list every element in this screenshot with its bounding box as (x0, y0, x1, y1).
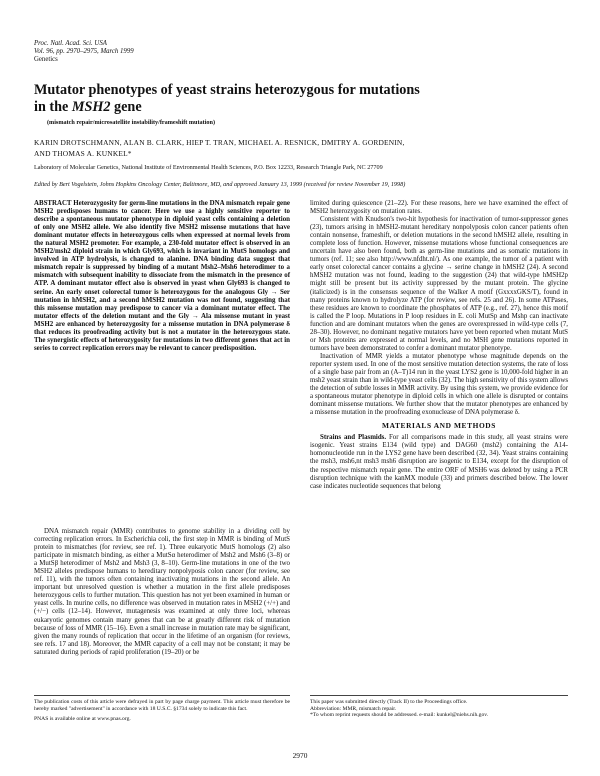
right-column (310, 200, 568, 491)
methods-text: For all comparisons made in this study, all yeast strains were isogenic. Yeast strains E134 (wild type) and DAG60 (msh2) containing the A14-homonucleotide run in the LYS2 gene have been described (32, 34). Yeast strains containing the msh3, msh6,nt msh3 msh6 disruption are isogenic to E134, except for the disruption of the respective mismatch repair gene. The entire ORF of MSH6 was deleted by using a PCR disruption technique with the kanMX module (33) and primers described below. The lower case indicates nucleotide sequences that belong (310, 434, 568, 490)
pnas-online-note: PNAS is available online at www.pnas.org. (34, 716, 131, 723)
journal-section: Genetics (34, 56, 58, 64)
footnote-right (310, 699, 568, 719)
affiliation: Laboratory of Molecular Genetics, National Institute of Environmental Health Sciences, P.O. Box 12233, Research Triangle Park, NC 27709 (34, 164, 383, 171)
authors-line-1: KARIN DROTSCHMANN, ALAN B. CLARK, HIEP T. TRAN, MICHAEL A. RESNICK, DMITRY A. GORDENIN, (34, 138, 405, 147)
journal-header (34, 40, 134, 65)
title-line-2 (34, 99, 554, 116)
authors-line-2: AND THOMAS A. KUNKEL* (34, 148, 132, 158)
correspondence-note: *To whom reprint requests should be addressed. e-mail: kunkel@niehs.nih.gov. (310, 712, 489, 719)
page-number: 2970 (292, 751, 308, 760)
abbreviation-note: Abbreviation: MMR, mismatch repair. (310, 705, 397, 712)
journal-name: Proc. Natl. Acad. Sci. USA (34, 40, 107, 47)
right-paragraph-2: Consistent with Knudson's two-hit hypothesis for inactivation of tumor-suppressor genes (23), tumors arising in hMSH2-mutant hereditary nonpolyposis colon cancer patients often contain nonsense, frameshift, or deletion mutations in the second hMSH2 allele, resulting in complete loss of function. However, missense mutations whose functional consequences are uncertain have also been found, both as germ-line mutations and as somatic mutations in tumors (ref. 11; see also http://www.nfdht.nl/). As one example, the tumor of a patient with early onset colorectal cancer contains a glycine → serine change in hMSH2 (24). A second hMSH2 mutation was not found, leading to the suggestion (24) that wild-type hMSH2p might still be present but its activity suppressed by the mutant protein. The glycine (italicized) is in the consensus sequence of the Walker A motif (GxxxxGKS/T), found in many proteins known to hydrolyze ATP (for review, see refs. 25 and 26). In some ATPases, these residues are known to coordinate the phosphates of ATP (e.g., ref. 27), hence this motif is called the P loop. Mutations in P loop residues in E. coli MutSp and Mshp can inactivate function and are dominant mutators when the genes are overexpressed in wild-type cells (7, 28–30). However, no dominant negative mutators have yet been reported when mutant MutS or Msh proteins are expressed at normal levels, and no MSH gene mutations reported in tumors have been demonstrated to confer a dominant mutator phenotype. (310, 216, 568, 352)
edited-by: Edited by Bert Vogelstein, Johns Hopkins Oncology Center, Baltimore, MD, and approved January 13, 1999 (received for review November 19, 1998) (34, 181, 406, 188)
right-paragraph-4 (310, 434, 568, 490)
intro-left-column (34, 528, 290, 657)
right-paragraph-1: limited during quiescence (21–22). For these reasons, here we have examined the effect of MSH2 heterozygosity on mutation rates. (310, 200, 568, 216)
title-prefix: in the (34, 98, 72, 115)
right-paragraph-3: Inactivation of MMR yields a mutator phenotype whose magnitude depends on the reporter system used. In one of the most sensitive mutation detection systems, the rate of loss of a single base pair from an (A–T)14 run in the yeast LYS2 gene is 10,000-fold higher in an msh2 yeast strain than in wild-type yeast cells (32). The high sensitivity of this system allows the detection of subtle losses in MMR activity. By using this system, we provide evidence for a spontaneous mutator phenotype in diploid cells in which one allele is disrupted or contains dominant missense mutations. We further show that the mutator phenotypes are enhanced by a missense mutation in the proofreading exonuclease of DNA polymerase δ. (310, 352, 568, 417)
intro-paragraph: DNA mismatch repair (MMR) contributes to genome stability in a dividing cell by correcting replication errors. In Escherichia coli, the first step in MMR is binding of MutS protein to mismatches (for review, see ref. 1). Three eukaryotic MutS homologs (2) also participate in mismatch binding, as either a MutSα heterodimer of Msh2 and Msh6 (3–8) or a MutSβ heterodimer of Msh2 and Msh3 (3, 8–10). Germ-line mutations in one of the two MSH2 alleles predispose humans to hereditary nonpolyposis colon cancer (for review, see ref. 11), with the tumors often containing inactivating mutations in the second allele. An important but unresolved question is whether a mutation in the first allele predisposes heterozygous cells to further mutation. This question has not yet been examined in human or yeast cells. In murine cells, no difference was observed in mutation rates in MSH2 (+/+) and (+/−) cells (12–14). However, mutagenesis was examined at only three loci, whereas eukaryotic genomes contain many genes that can be at greatly different risk of mutation because of loss of MMR (15–16). Even a small increase in mutation rate may be significant, given the many rounds of replication that occur in the lifetime of an organism (for reviews, see refs. 17 and 18). Moreover, the MMR capacity of a cell may not be constant; it may be saturated during periods of rapid proliferation (19–20) or be (34, 528, 290, 656)
author-list (34, 138, 564, 159)
article-title (34, 82, 554, 115)
keywords: (mismatch repair/microsatellite instability/frameshift mutation) (47, 119, 216, 126)
footnote-rule-right (310, 695, 568, 696)
title-line-1: Mutator phenotypes of yeast strains heterozygous for mutations (34, 82, 420, 98)
footnote-rule-left (34, 695, 290, 696)
section-heading: MATERIALS AND METHODS (382, 421, 496, 431)
abstract: ABSTRACT Heterozygosity for germ-line mutations in the DNA mismatch repair gene MSH2 predisposes humans to cancer. Here we use a highly sensitive reporter to describe a spontaneous mutator phenotype in diploid yeast cells containing a deletion of only one MSH2 allele. We also identify five MSH2 missense mutations that have dominant mutator effects in heterozygous cells when expressed at normal levels from the natural MSH2 promoter. For example, a 230-fold mutator effect is observed in an MSH2/msh2 diploid strain in which Gly693, which is invariant in MutS homologs and involved in ATP hydrolysis, is changed to alanine. DNA binding data suggest that mismatch repair is suppressed by binding of a mutant Msh2–Msh6 heterodimer to a mismatch with subsequent inability to dissociate from the mismatch in the presence of ATP. A dominant mutator effect also is observed in yeast when Gly693 is changed to serine. An early onset colorectal tumor is heterozygous for the analogous Gly → Ser mutation in hMSH2, and a second hMSH2 mutation was not found, suggesting that this missense mutation may predispose to cancer via a dominant mutator effect. The mutator effects of the deletion mutant and the Gly → Ala missense mutant in yeast MSH2 are enhanced by heterozygosity for a missense mutation in DNA polymerase δ that reduces its proofreading activity but is not a mutator in the heterozygous state. The synergistic effects of heterozygosity for mutations in two different genes that act in series to correct replication errors may be relevant to cancer predisposition. (34, 200, 290, 352)
journal-volume: Vol. 96, pp. 2970–2975, March 1999 (34, 48, 134, 56)
run-in-heading: Strains and Plasmids. (320, 434, 387, 442)
title-gene: MSH2 (71, 98, 111, 115)
title-suffix: gene (110, 98, 142, 115)
submission-note: This paper was submitted directly (Track II) to the Proceedings office. (310, 699, 468, 705)
page-charge-note: The publication costs of this article were defrayed in part by page charge payment. This article must therefore be hereby marked "advertisement" in accordance with 18 U.S.C. §1734 solely to indicate this fact. (34, 699, 290, 712)
footnote-left (34, 699, 290, 723)
